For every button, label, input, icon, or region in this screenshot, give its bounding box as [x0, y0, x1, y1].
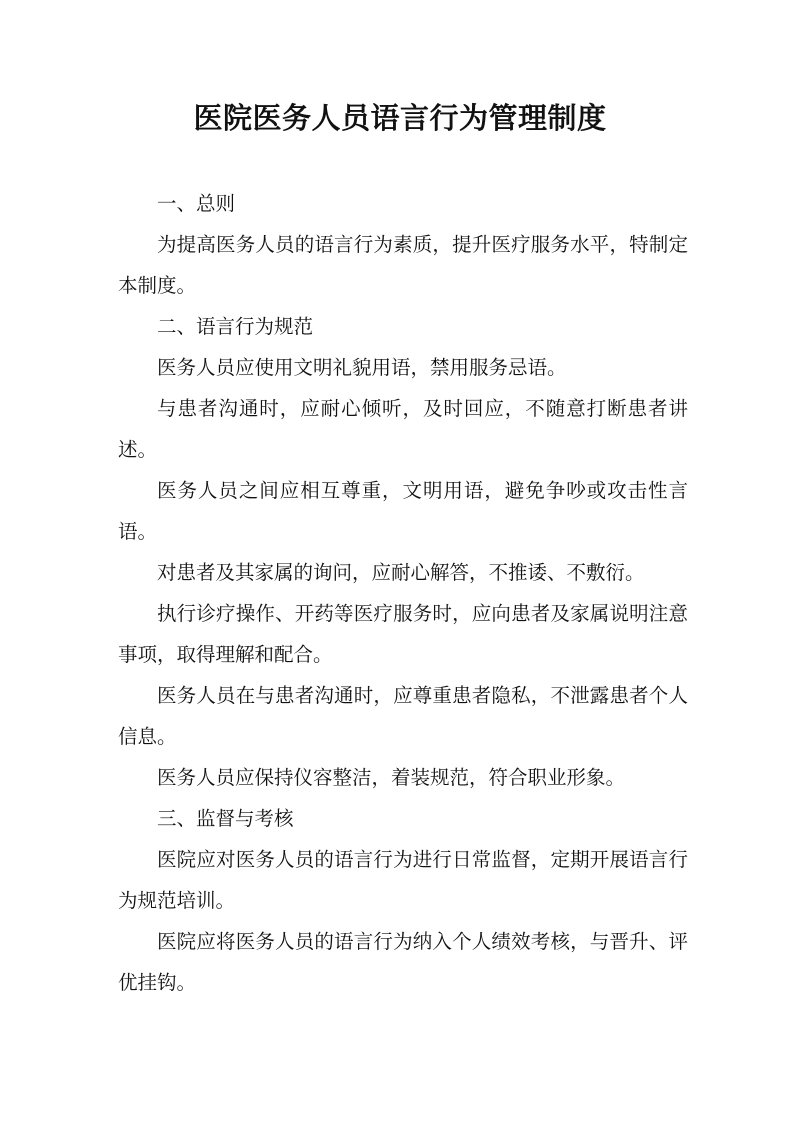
section-heading-language-norms: 二、语言行为规范: [157, 315, 314, 338]
paragraph: 医院应将医务人员的语言行为纳入个人绩效考核，与晋升、评优挂钩。: [118, 930, 688, 994]
section-heading-supervision: 三、监督与考核: [157, 807, 294, 830]
paragraph: 与患者沟通时，应耐心倾听，及时回应，不随意打断患者讲述。: [118, 397, 688, 461]
paragraph: 对患者及其家属的询问，应耐心解答，不推诿、不敷衍。: [157, 561, 645, 584]
paragraph: 执行诊疗操作、开药等医疗服务时，应向患者及家属说明注意事项，取得理解和配合。: [118, 602, 688, 666]
paragraph: 医院应对医务人员的语言行为进行日常监督，定期开展语言行为规范培训。: [118, 848, 688, 912]
document-body: [118, 183, 688, 1003]
paragraph: 医务人员之间应相互尊重，文明用语，避免争吵或攻击性言语。: [118, 479, 688, 543]
section-heading-general: 一、总则: [157, 192, 236, 215]
paragraph: 医务人员应使用文明礼貌用语，禁用服务忌语。: [157, 356, 567, 379]
paragraph: 为提高医务人员的语言行为素质，提升医疗服务水平，特制定本制度。: [118, 233, 688, 297]
paragraph: 医务人员应保持仪容整洁，着装规范，符合职业形象。: [157, 766, 626, 789]
paragraph: 医务人员在与患者沟通时，应尊重患者隐私，不泄露患者个人信息。: [118, 684, 688, 748]
document-title: 医院医务人员语言行为管理制度: [193, 101, 607, 135]
